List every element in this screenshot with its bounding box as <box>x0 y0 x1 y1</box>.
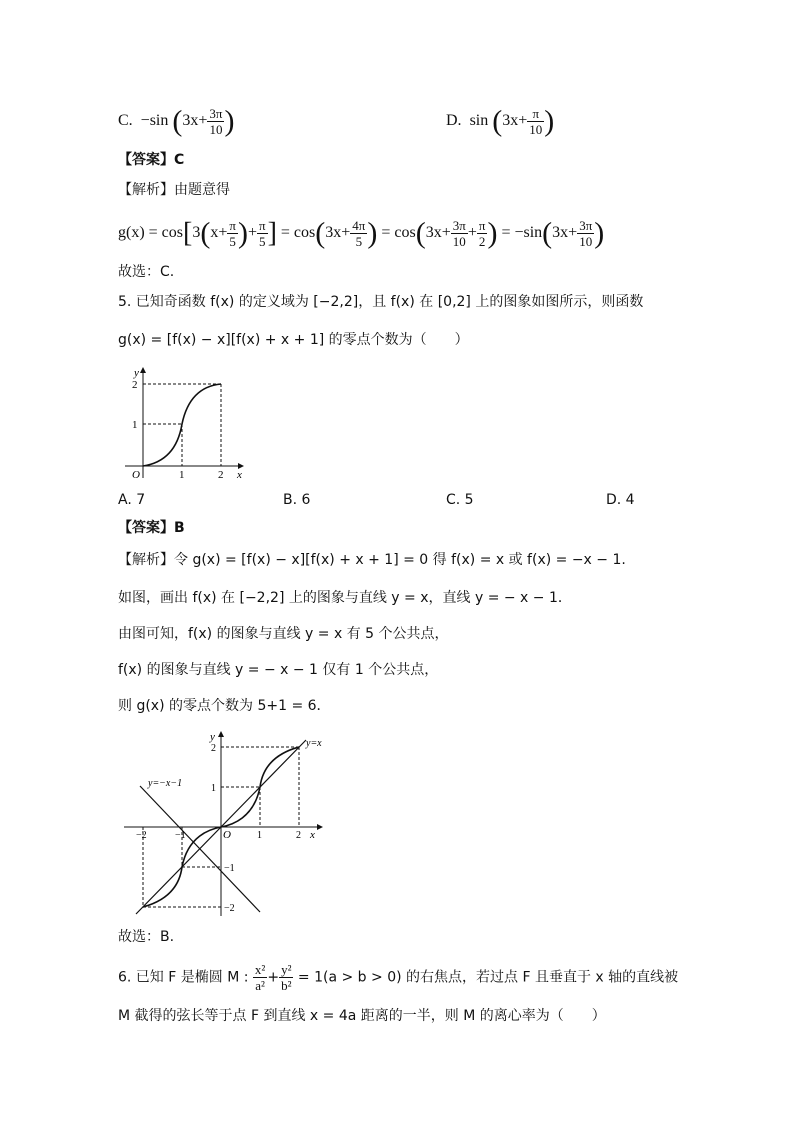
eq-part: = cos <box>280 224 316 242</box>
q6-stem-part: = 1(a > b > 0) 的右焦点，若过点 F 且垂直于 x 轴的直线被 <box>297 969 679 986</box>
y-label: y <box>210 731 215 743</box>
q4-answer: 【答案】C <box>118 152 185 168</box>
eq-part: 3x+ <box>552 224 578 242</box>
tick-y1: 1 <box>132 419 138 431</box>
origin-label: O <box>223 829 231 841</box>
option-c-label: C. <box>118 112 133 130</box>
x-label: x <box>310 829 315 841</box>
eq-part: x+ <box>210 224 228 242</box>
eq-part: 3 <box>192 224 201 242</box>
q6-fraction-y: $\frac{\text{y²}}{\text{b²}}$ <box>281 962 292 993</box>
eq-part: + <box>247 224 257 242</box>
q6-fraction-x: $\frac{\text{x²}}{\text{a²}}$ <box>254 962 266 993</box>
q6-stem-line1 <box>118 962 678 993</box>
tick-y2: 2 <box>211 743 216 754</box>
tick-x1: 1 <box>257 830 262 841</box>
x-label: x <box>237 469 242 481</box>
eq-fraction: $\frac{\pi}{2}$ <box>478 218 486 249</box>
option-b: B. 6 <box>283 492 311 508</box>
q5-analysis-5: 则 g(x) 的零点个数为 5+1 = 6． <box>118 698 331 714</box>
q5-graph-intersections <box>118 728 328 920</box>
q6-stem-part: 6. 已知 F 是椭圆 M : <box>118 969 249 986</box>
eq-fraction: $\frac{\pi}{5}$ <box>229 218 236 249</box>
tick-x1: 1 <box>179 469 185 481</box>
q6-stem-line2: M 截得的弦长等于点 F 到直线 x = 4a 距离的一半，则 M 的离心率为（ ） <box>118 1008 606 1024</box>
option-d-inner: 3x+ <box>502 112 528 130</box>
q4-analysis-title: 【解析】由题意得 <box>118 182 230 198</box>
tick-y1: 1 <box>211 783 216 794</box>
q5-options <box>118 492 678 512</box>
q4-conclusion: 故选：C. <box>118 264 175 280</box>
tick-xn2: −2 <box>136 830 147 841</box>
option-d-expr: sin <box>469 112 489 130</box>
q5-analysis-4: f(x) 的图象与直线 y = − x − 1 仅有 1 个公共点， <box>118 662 439 678</box>
option-a: A. 7 <box>118 492 146 508</box>
origin-label: O <box>132 469 140 481</box>
tick-yn2: −2 <box>224 903 235 914</box>
eq-part: 3x+ <box>325 224 351 242</box>
eq-part: = −sin <box>501 224 543 242</box>
option-c-fraction: $\frac{3\pi}{10}$ <box>209 106 223 137</box>
eq-part: = cos <box>381 224 416 242</box>
q5-analysis-3: 由图可知，f(x) 的图象与直线 y = x 有 5 个公共点， <box>118 626 449 642</box>
eq-part: 3x+ <box>425 224 451 242</box>
eq-fraction: $\frac{3\pi}{10}$ <box>452 218 466 249</box>
eq-part: + <box>467 224 477 242</box>
q5-stem-line2: g(x) = [f(x) − x][f(x) + x + 1] 的零点个数为（ ） <box>118 332 469 348</box>
q5-stem-line1: 5. 已知奇函数 f(x) 的定义域为 [−2,2]，且 f(x) 在 [0,2] 上的图象如图所示，则函数 <box>118 294 644 310</box>
eq-fraction: $\frac{3\pi}{10}$ <box>579 218 593 249</box>
label-y-eq-x: y=x <box>306 738 322 749</box>
tick-y2: 2 <box>132 379 138 391</box>
q6-stem-part: + <box>267 969 280 986</box>
tick-yn1: −1 <box>224 863 235 874</box>
q5-graph-fx <box>115 362 250 482</box>
option-c5: C. 5 <box>446 492 474 508</box>
q5-conclusion: 故选：B. <box>118 929 175 945</box>
eq-lhs: g(x) = cos <box>118 224 184 242</box>
q5-analysis-1: 【解析】令 g(x) = [f(x) − x][f(x) + x + 1] = 0 得 f(x) = x 或 f(x) = −x − 1. <box>118 552 626 568</box>
option-d-fraction: $\frac{\pi}{10}$ <box>529 106 543 137</box>
tick-x2: 2 <box>296 830 301 841</box>
label-y-eq-neg-x-minus-1: y=−x−1 <box>148 778 183 789</box>
fx-curve <box>143 384 221 466</box>
q5-answer: 【答案】B <box>118 520 185 536</box>
option-d: D. sin (3x+ $\frac{\pi}{10}$ ) <box>446 104 555 138</box>
option-c-inner: 3x+ <box>182 112 208 130</box>
tick-x2: 2 <box>218 469 224 481</box>
q4-equation: g(x) = cos[3(x+ $\frac{\pi}{5}$ )+ $\frac{\pi}{5}$ ] = cos(3x+ $\frac{4\pi}{5}$ ) = cos(3x+ $\frac{3\pi}{10}$ + $\frac{\pi}{2}$ ) = −sin(3x+ $\frac{3\pi}{10}$ ) <box>118 216 605 250</box>
option-d-label: D. <box>446 112 462 130</box>
option-c: C. −sin (3x+ $\frac{3\pi}{10}$ ) <box>118 104 235 138</box>
y-label: y <box>134 367 139 379</box>
tick-xn1: −1 <box>175 830 186 841</box>
q5-analysis-2: 如图，画出 f(x) 在 [−2,2] 上的图象与直线 y = x，直线 y = − x − 1． <box>118 590 572 606</box>
option-c-expr: −sin <box>140 112 169 130</box>
eq-fraction: $\frac{\pi}{5}$ <box>258 218 266 249</box>
option-d5: D. 4 <box>606 492 635 508</box>
eq-fraction: $\frac{4\pi}{5}$ <box>352 218 366 249</box>
